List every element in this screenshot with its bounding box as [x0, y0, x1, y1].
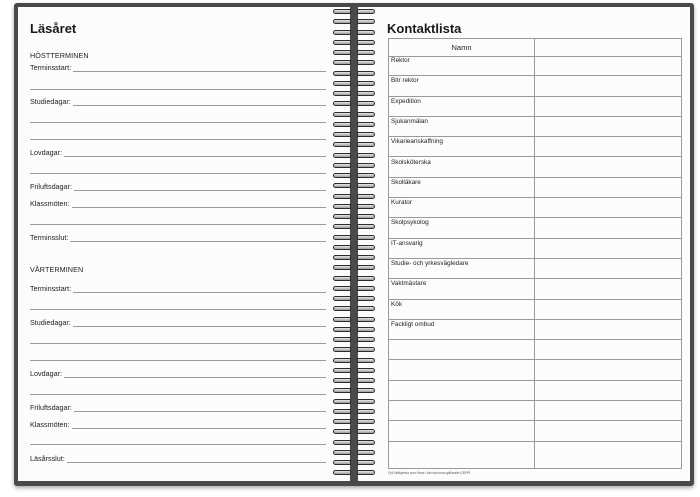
ring-wire-left — [333, 153, 351, 158]
table-row[interactable] — [389, 158, 681, 178]
table-row[interactable] — [389, 300, 681, 320]
ring-wire-right — [357, 255, 375, 260]
ring-wire-right — [357, 450, 375, 455]
ring-wire-right — [357, 388, 375, 393]
ring-wire-left — [333, 142, 351, 147]
right-page — [358, 7, 690, 481]
ring-wire-right — [357, 40, 375, 45]
ring-wire-left — [333, 337, 351, 342]
write-line — [64, 371, 326, 378]
table-row[interactable] — [389, 381, 681, 401]
table-row[interactable] — [389, 198, 681, 218]
left-page — [18, 7, 350, 481]
section-heading-hostterminen: HÖSTTERMINEN — [30, 51, 89, 60]
ring-wire-right — [357, 327, 375, 332]
field-label: Friluftsdagar: — [30, 403, 72, 412]
spiral-ring — [333, 162, 377, 170]
write-line — [72, 422, 326, 429]
field-friluftsdagar[interactable] — [30, 181, 326, 191]
ring-wire-left — [333, 71, 351, 76]
spiral-ring — [333, 80, 377, 88]
contact-role-label: Studie- och yrkesvägledare — [391, 260, 469, 267]
ring-wire-left — [333, 378, 351, 383]
field-terminsslut[interactable] — [30, 232, 326, 242]
ring-wire-right — [357, 306, 375, 311]
field-studiedagar[interactable] — [30, 96, 326, 106]
table-row[interactable] — [389, 340, 681, 360]
ring-wire-left — [333, 224, 351, 229]
ring-wire-left — [333, 347, 351, 352]
field-label: Läsårsslut: — [30, 454, 65, 463]
ring-wire-right — [357, 163, 375, 168]
ring-wire-left — [333, 429, 351, 434]
spiral-ring — [333, 408, 377, 416]
spiral-ring — [333, 275, 377, 283]
spiral-ring — [333, 439, 377, 447]
field-label: Klassmöten: — [30, 420, 70, 429]
spiral-ring — [333, 70, 377, 78]
ring-wire-right — [357, 276, 375, 281]
page-title: Kontaktlista — [387, 21, 462, 36]
contact-role-label: Expedition — [391, 97, 421, 105]
field-label: Friluftsdagar: — [30, 182, 72, 191]
column-header-namn: Namn — [389, 39, 534, 57]
ring-wire-right — [357, 265, 375, 270]
spiral-ring — [333, 459, 377, 467]
field-lasarsslut[interactable] — [30, 453, 326, 463]
table-row[interactable] — [389, 361, 681, 381]
spiral-ring — [333, 49, 377, 57]
write-line — [72, 201, 326, 208]
write-line — [64, 150, 326, 157]
spiral-ring — [333, 121, 377, 129]
table-row[interactable] — [389, 117, 681, 137]
ring-wire-left — [333, 91, 351, 96]
ring-wire-left — [333, 388, 351, 393]
field-klassmoten[interactable] — [30, 419, 326, 429]
field-terminsstart[interactable] — [30, 283, 326, 293]
ring-wire-left — [333, 306, 351, 311]
spiral-ring — [333, 141, 377, 149]
ring-wire-left — [333, 409, 351, 414]
spiral-ring — [333, 449, 377, 457]
field-label: Studiedagar: — [30, 318, 71, 327]
ring-wire-right — [357, 101, 375, 106]
write-line — [30, 444, 326, 445]
ring-wire-left — [333, 214, 351, 219]
field-label: Terminsslut: — [30, 233, 69, 242]
spiral-ring — [333, 254, 377, 262]
spiral-ring — [333, 8, 377, 16]
ring-wire-left — [333, 440, 351, 445]
spiral-ring — [333, 111, 377, 119]
ring-wire-left — [333, 276, 351, 281]
spiral-ring — [333, 59, 377, 67]
spiral-ring — [333, 316, 377, 324]
ring-wire-right — [357, 183, 375, 188]
field-lovdagar[interactable] — [30, 368, 326, 378]
spiral-ring — [333, 172, 377, 180]
table-row[interactable] — [389, 97, 681, 117]
ring-wire-right — [357, 9, 375, 14]
contact-role-label: Kurator — [391, 199, 412, 207]
spiral-ring — [333, 428, 377, 436]
ring-wire-right — [357, 470, 375, 475]
ring-wire-right — [357, 317, 375, 322]
ring-wire-left — [333, 132, 351, 137]
ring-wire-right — [357, 194, 375, 199]
spiral-ring — [333, 18, 377, 26]
contact-role-label: Skolsköterska — [391, 158, 431, 166]
spiral-ring — [333, 182, 377, 190]
ring-wire-right — [357, 91, 375, 96]
contact-role-label: Bitr rektor — [391, 77, 419, 85]
ring-wire-left — [333, 60, 351, 65]
spiral-ring — [333, 223, 377, 231]
ring-wire-left — [333, 173, 351, 178]
write-line — [30, 173, 326, 174]
spiral-ring — [333, 203, 377, 211]
ring-wire-left — [333, 460, 351, 465]
ring-wire-right — [357, 429, 375, 434]
contact-role-label: Rektor — [391, 57, 410, 64]
ring-wire-right — [357, 460, 375, 465]
ring-wire-left — [333, 450, 351, 455]
write-line — [30, 343, 326, 344]
ring-wire-left — [333, 122, 351, 127]
table-row[interactable] — [389, 259, 681, 279]
ring-wire-right — [357, 132, 375, 137]
ring-wire-right — [357, 224, 375, 229]
spiral-ring — [333, 387, 377, 395]
spiral-binding — [333, 8, 377, 480]
field-terminsstart[interactable] — [30, 62, 326, 72]
contact-table — [388, 38, 682, 469]
column-header-blank — [535, 39, 681, 57]
ring-wire-right — [357, 112, 375, 117]
table-row[interactable] — [389, 218, 681, 238]
section-heading-varterminen: VÅRTERMINEN — [30, 265, 84, 274]
field-studiedagar[interactable] — [30, 317, 326, 327]
table-row[interactable] — [389, 56, 681, 76]
table-row[interactable] — [389, 76, 681, 96]
ring-wire-right — [357, 409, 375, 414]
ring-wire-right — [357, 235, 375, 240]
ring-wire-left — [333, 317, 351, 322]
write-line — [73, 65, 326, 72]
spiral-ring — [333, 213, 377, 221]
spiral-ring — [333, 469, 377, 477]
spiral-ring — [333, 152, 377, 160]
spiral-ring — [333, 90, 377, 98]
contact-role-label: Kök — [391, 300, 403, 308]
contact-role-label: Skolpsykolog — [391, 219, 429, 227]
ring-wire-left — [333, 245, 351, 250]
spiral-ring — [333, 398, 377, 406]
write-line — [70, 235, 326, 242]
spiral-ring — [333, 131, 377, 139]
ring-wire-left — [333, 40, 351, 45]
ring-wire-left — [333, 255, 351, 260]
spiral-ring — [333, 285, 377, 293]
ring-wire-right — [357, 419, 375, 424]
ring-wire-right — [357, 30, 375, 35]
write-line — [73, 99, 326, 106]
contact-role-label: Vikarieanskaffning — [391, 138, 443, 146]
field-lovdagar[interactable] — [30, 147, 326, 157]
spiral-ring — [333, 367, 377, 375]
field-label: Terminsstart: — [30, 284, 72, 293]
ring-wire-left — [333, 112, 351, 117]
write-line — [30, 224, 326, 225]
ring-wire-right — [357, 214, 375, 219]
ring-wire-right — [357, 296, 375, 301]
spiral-ring — [333, 234, 377, 242]
ring-wire-right — [357, 173, 375, 178]
contact-role-label: Fackligt ombud — [391, 320, 435, 328]
ring-wire-right — [357, 153, 375, 158]
spiral-ring — [333, 418, 377, 426]
spiral-ring — [333, 346, 377, 354]
spiral-ring — [333, 193, 377, 201]
spiral-ring — [333, 377, 377, 385]
write-line — [67, 456, 326, 463]
table-row[interactable] — [389, 320, 681, 340]
ring-wire-left — [333, 235, 351, 240]
page-title: Läsåret — [30, 21, 77, 36]
ring-wire-right — [357, 60, 375, 65]
write-line — [30, 139, 326, 140]
footnote: Fyll i/ktfojerna som finns i din kommun gällande GDPR — [388, 471, 470, 475]
ring-wire-left — [333, 286, 351, 291]
ring-wire-right — [357, 368, 375, 373]
table-row[interactable] — [389, 279, 681, 299]
ring-wire-right — [357, 204, 375, 209]
ring-wire-left — [333, 368, 351, 373]
ring-wire-left — [333, 81, 351, 86]
table-row[interactable] — [389, 401, 681, 421]
write-line — [73, 286, 326, 293]
ring-wire-left — [333, 265, 351, 270]
field-label: Klassmöten: — [30, 199, 70, 208]
ring-wire-right — [357, 358, 375, 363]
ring-wire-right — [357, 440, 375, 445]
ring-wire-left — [333, 9, 351, 14]
contact-role-label: Sjukanmälan — [391, 117, 428, 125]
ring-wire-left — [333, 399, 351, 404]
ring-wire-left — [333, 50, 351, 55]
write-line — [74, 405, 326, 412]
write-line — [74, 184, 326, 191]
spiral-ring — [333, 305, 377, 313]
spiral-ring — [333, 29, 377, 37]
ring-wire-right — [357, 378, 375, 383]
ring-wire-right — [357, 286, 375, 291]
ring-wire-right — [357, 142, 375, 147]
ring-wire-right — [357, 245, 375, 250]
field-friluftsdagar[interactable] — [30, 402, 326, 412]
ring-wire-right — [357, 71, 375, 76]
contact-role-label: Skolläkare — [391, 178, 421, 186]
spiral-ring — [333, 264, 377, 272]
field-label: Studiedagar: — [30, 97, 71, 106]
ring-wire-right — [357, 122, 375, 127]
spiral-ring — [333, 100, 377, 108]
field-klassmoten[interactable] — [30, 198, 326, 208]
write-line — [30, 394, 326, 395]
ring-wire-right — [357, 399, 375, 404]
table-row[interactable] — [389, 178, 681, 198]
ring-wire-left — [333, 101, 351, 106]
ring-wire-right — [357, 19, 375, 24]
ring-wire-left — [333, 194, 351, 199]
ring-wire-left — [333, 19, 351, 24]
spiral-ring — [333, 295, 377, 303]
field-label: Lovdagar: — [30, 369, 62, 378]
ring-wire-left — [333, 204, 351, 209]
write-line — [30, 309, 326, 310]
ring-wire-left — [333, 470, 351, 475]
write-line — [30, 89, 326, 90]
ring-wire-left — [333, 327, 351, 332]
spiral-ring — [333, 336, 377, 344]
table-row[interactable] — [389, 137, 681, 157]
spiral-ring — [333, 357, 377, 365]
field-label: Terminsstart: — [30, 63, 72, 72]
field-label: Lovdagar: — [30, 148, 62, 157]
spiral-ring — [333, 39, 377, 47]
ring-wire-left — [333, 183, 351, 188]
ring-wire-left — [333, 163, 351, 168]
ring-wire-right — [357, 347, 375, 352]
ring-wire-left — [333, 30, 351, 35]
ring-wire-left — [333, 419, 351, 424]
table-row[interactable] — [389, 421, 681, 441]
write-line — [30, 360, 326, 361]
contact-role-label: IT-ansvarig — [391, 239, 423, 247]
spiral-ring — [333, 244, 377, 252]
ring-wire-right — [357, 81, 375, 86]
ring-wire-right — [357, 50, 375, 55]
ring-wire-left — [333, 296, 351, 301]
contact-role-label: Vaktmästare — [391, 280, 427, 288]
spiral-ring — [333, 326, 377, 334]
write-line — [30, 122, 326, 123]
ring-wire-right — [357, 337, 375, 342]
table-row[interactable] — [389, 442, 681, 462]
write-line — [73, 320, 326, 327]
ring-wire-left — [333, 358, 351, 363]
table-row[interactable] — [389, 239, 681, 259]
